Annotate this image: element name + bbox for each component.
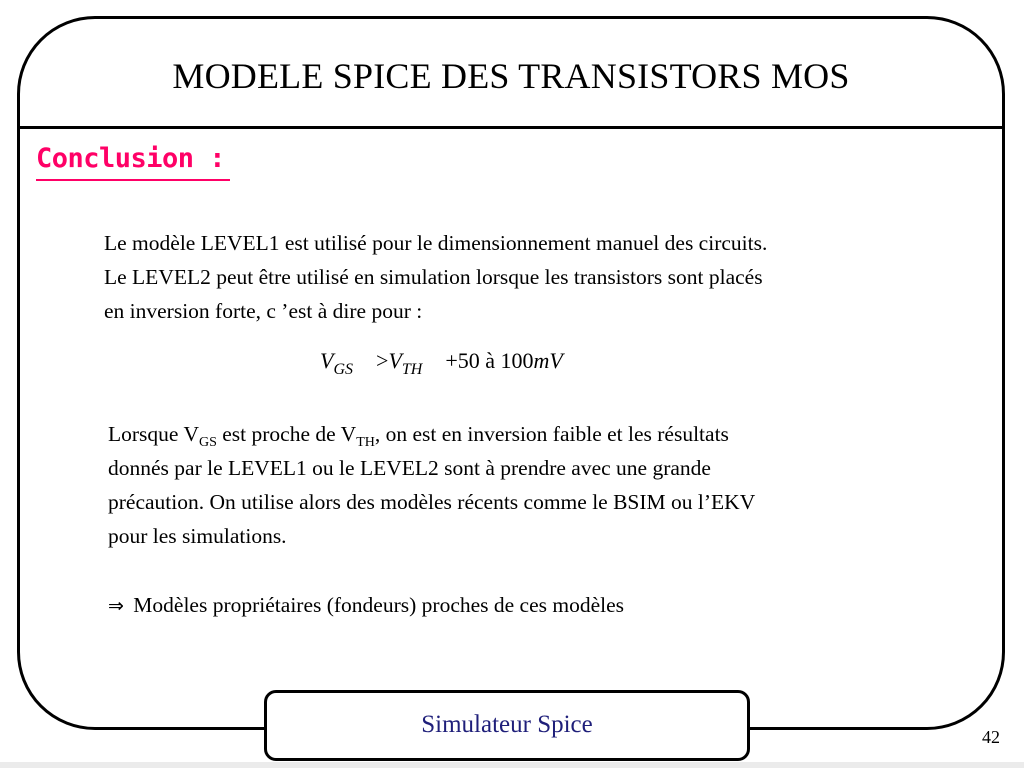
paragraph-intro-line: Le modèle LEVEL1 est utilisé pour le dimensionnement manuel des circuits. bbox=[104, 231, 768, 255]
text-span: Lorsque V bbox=[108, 422, 199, 446]
page-number: 42 bbox=[982, 727, 1000, 747]
formula-sub-th: TH bbox=[401, 361, 423, 378]
threshold-formula bbox=[320, 346, 563, 376]
bottom-strip bbox=[0, 762, 1024, 768]
implication-line bbox=[108, 590, 624, 621]
subscript-th: TH bbox=[356, 435, 375, 450]
paragraph-line: précaution. On utilise alors des modèles récents comme le BSIM ou l’EKV bbox=[108, 490, 756, 514]
subscript-gs: GS bbox=[198, 435, 217, 450]
footer-title: Simulateur Spice bbox=[421, 711, 593, 738]
slide-title: MODELE SPICE DES TRANSISTORS MOS bbox=[172, 56, 850, 96]
text-span: , on est en inversion faible et les résultats bbox=[374, 422, 729, 446]
formula-plus: + bbox=[445, 348, 458, 373]
paragraph-line: pour les simulations. bbox=[108, 524, 287, 548]
section-heading-underline bbox=[36, 179, 230, 181]
implies-arrow-icon: ⇒ bbox=[108, 595, 124, 617]
section-heading: Conclusion : bbox=[36, 143, 226, 174]
implication-text: Modèles propriétaires (fondeurs) proches de ces modèles bbox=[133, 593, 625, 617]
paragraph-intro bbox=[104, 226, 1004, 328]
formula-operator: > bbox=[376, 348, 389, 373]
text-span: est proche de V bbox=[216, 422, 357, 446]
paragraph-intro-line: Le LEVEL2 peut être utilisé en simulation lorsque les transistors sont placés bbox=[104, 265, 763, 289]
paragraph-weak-inversion bbox=[108, 417, 988, 553]
header-divider bbox=[17, 126, 1005, 129]
formula-var-v: V bbox=[320, 348, 334, 373]
paragraph-line bbox=[108, 417, 988, 451]
formula-sub-gs: GS bbox=[333, 361, 354, 378]
formula-unit: mV bbox=[533, 348, 563, 373]
formula-var-v: V bbox=[388, 348, 402, 373]
paragraph-intro-line: en inversion forte, c ’est à dire pour : bbox=[104, 299, 423, 323]
paragraph-line: donnés par le LEVEL1 ou le LEVEL2 sont à prendre avec une grande bbox=[108, 456, 711, 480]
formula-range: 50 à 100 bbox=[457, 348, 534, 373]
